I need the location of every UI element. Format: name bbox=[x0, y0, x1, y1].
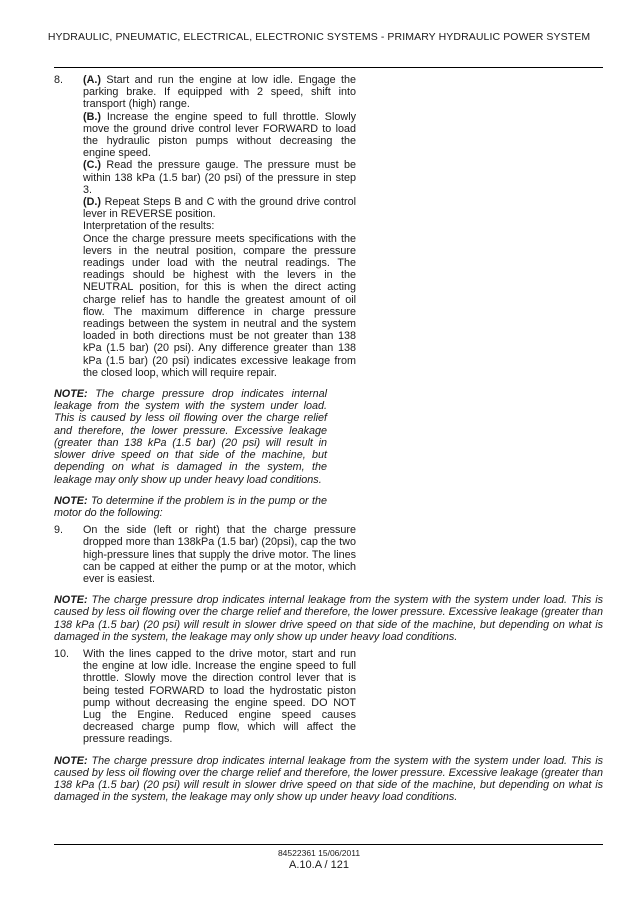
interpretation-title: Interpretation of the results: bbox=[83, 220, 215, 233]
step-9 bbox=[54, 524, 356, 585]
page-header: HYDRAULIC, PNEUMATIC, ELECTRICAL, ELECTRONIC SYSTEMS - PRIMARY HYDRAULIC POWER SYSTEM bbox=[47, 31, 591, 43]
note-label: NOTE: bbox=[54, 494, 88, 507]
document-id: 84522361 15/06/2011 bbox=[277, 848, 361, 858]
note-label: NOTE: bbox=[54, 754, 88, 767]
step-number: 10. bbox=[54, 647, 70, 660]
note-2 bbox=[54, 495, 327, 519]
step-8b bbox=[83, 111, 356, 160]
substep-text: Start and run the engine at low idle. Engage the parking brake. If equipped with 2 speed, shift into transport (high) range. bbox=[83, 74, 356, 111]
note-text: To determine if the problem is in the pump or the motor do the following: bbox=[54, 494, 327, 519]
step-8d bbox=[83, 196, 356, 220]
step-number: 8. bbox=[54, 74, 64, 86]
header-rule bbox=[54, 67, 603, 68]
step-9-text: On the side (left or right) that the charge pressure dropped more than 138kPa (1.5 bar) (20psi), cap the two high-pressure lines that supply the drive motor. The lines can be capped at either the pump or at the motor, which ever is easiest. bbox=[83, 524, 356, 585]
step-number: 9. bbox=[54, 524, 64, 537]
substep-label: (D.) bbox=[83, 196, 101, 209]
substep-label: (C.) bbox=[83, 159, 101, 172]
note-4 bbox=[54, 755, 603, 804]
interpretation-text: Once the charge pressure meets specifications with the levers in the neutral position, compare the pressure readings under load with the neutral readings. The readings should be highest with the levers in the NEUTRAL position, for this is when the direct acting charge relief has to handle the greatest amount of oil flow. The maximum difference in charge pressure readings between the system in neutral and the system loaded in both directions must be not greater than 138 kPa (1.5 bar) (20 psi). Any difference greater than 138 kPa (1.5 bar) (20 psi) indicates excessive leakage from the closed loop, which will require repair. bbox=[83, 232, 356, 379]
page-number: A.10.A / 121 bbox=[289, 859, 349, 871]
note-3 bbox=[54, 594, 603, 643]
page-content bbox=[54, 74, 603, 803]
substep-label: (B.) bbox=[83, 110, 101, 123]
note-label: NOTE: bbox=[54, 388, 88, 401]
note-text: The charge pressure drop indicates internal leakage from the system with the system under load. This is caused by less oil flowing over the charge relief and therefore, the lower pressure. Excessive leakage (greater than 138 kPa (1.5 bar) (20 psi) will result in slower drive speed on that side of the machine, but depending on what is damaged in the system, the leakage may only show up under heavy load conditions. bbox=[54, 754, 603, 804]
substep-text: Read the pressure gauge. The pressure must be within 138 kPa (1.5 bar) (20 psi) of the pressure in step 3. bbox=[83, 159, 356, 196]
note-1 bbox=[54, 388, 327, 486]
footer-rule bbox=[54, 844, 603, 845]
note-label: NOTE: bbox=[54, 594, 88, 607]
note-text: The charge pressure drop indicates internal leakage from the system with the system under load. This is caused by less oil flowing over the charge relief and therefore, the lower pressure. Excessive leakage (greater than 138 kPa (1.5 bar) (20 psi) will result in slower drive speed on that side of the machine, but depending on what is damaged in the system, the leakage may only show up under heavy load conditions. bbox=[54, 594, 603, 643]
step-8 bbox=[54, 74, 356, 379]
step-10 bbox=[54, 648, 356, 746]
substep-text: Increase the engine speed to full throttle. Slowly move the ground drive control lever FORWARD to load the hydraulic piston pumps without decreasing the engine speed. bbox=[83, 110, 356, 160]
step-8a bbox=[83, 74, 356, 111]
note-text: The charge pressure drop indicates internal leakage from the system with the system under load. This is caused by less oil flowing over the charge relief and therefore, the lower pressure. Excessive leakage (greater than 138 kPa (1.5 bar) (20 psi) will result in slower drive speed on that side of the machine, but depending on what is damaged in the system, the leakage may only show up under heavy load conditions. bbox=[54, 388, 327, 486]
step-10-text: With the lines capped to the drive motor, start and run the engine at low idle. Increase the engine speed to full throttle. Slowly move the direction control lever that is being tested FORWARD to load the hydrostatic piston pump without decreasing the engine speed. DO NOT Lug the Engine. Reduced engine speed causes decreased charge pump flow, which will affect the pressure readings. bbox=[83, 647, 356, 746]
step-8c bbox=[83, 159, 356, 196]
substep-label: (A.) bbox=[83, 74, 101, 86]
substep-text: Repeat Steps B and C with the ground drive control lever in REVERSE position. bbox=[83, 196, 356, 221]
